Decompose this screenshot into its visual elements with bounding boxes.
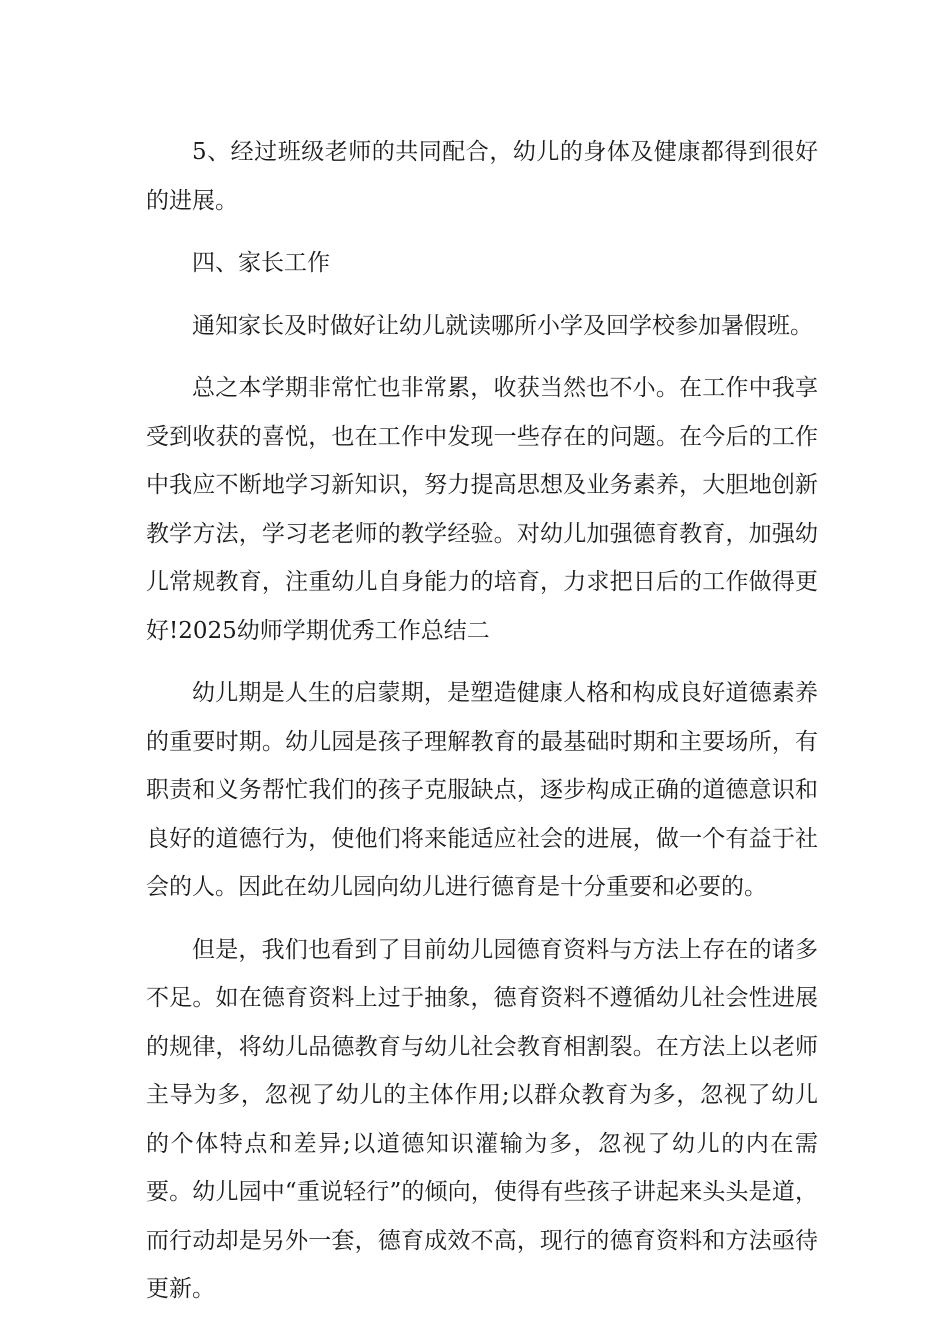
paragraph-notify-parents: 通知家长及时做好让幼儿就读哪所小学及回学校参加暑假班。 bbox=[192, 312, 813, 339]
paragraph-moral-education-shortcomings: 但是，我们也看到了目前幼儿园德育资料与方法上存在的诸多不足。如在德育资料上过于抽象，德育资料不遵循幼儿社会性进展的规律，将幼儿品德教育与幼儿社会教育相割裂。在方法上以老师主导为多，忽视了幼儿的主体作用;以群众教育为多，忽视了幼儿的个体特点和差异;以道德知识灌输为多，忽视了幼儿的内在需要。幼儿园中“重说轻行”的倾向，使得有些孩子讲起来头头是道，而行动却是另外一套，德育成效不高，现行的德育资料和方法亟待更新。 bbox=[146, 936, 818, 1302]
paragraph-semester-summary: 总之本学期非常忙也非常累，收获当然也不小。在工作中我享受到收获的喜悦，也在工作中发现一些存在的问题。在今后的工作中我应不断地学习新知识，努力提高思想及业务素养，大胆地创新教学方法，学习老老师的教学经验。对幼儿加强德育教育，加强幼儿常规教育，注重幼儿自身能力的培育，力求把日后的工作做得更好!2025幼师学期优秀工作总结二 bbox=[146, 375, 818, 644]
paragraph-health-progress: 5、经过班级老师的共同配合，幼儿的身体及健康都得到很好的进展。 bbox=[146, 139, 818, 214]
section-heading-parent-work: 四、家长工作 bbox=[192, 250, 330, 276]
paragraph-early-childhood: 幼儿期是人生的启蒙期，是塑造健康人格和构成良好道德素养的重要时期。幼儿园是孩子理解教育的最基础时期和主要场所，有职责和义务帮忙我们的孩子克服缺点，逐步构成正确的道德意识和良好的道德行为，使他们将来能适应社会的进展，做一个有益于社会的人。因此在幼儿园向幼儿进行德育是十分重要和必要的。 bbox=[146, 680, 818, 900]
document-body bbox=[146, 128, 818, 1328]
